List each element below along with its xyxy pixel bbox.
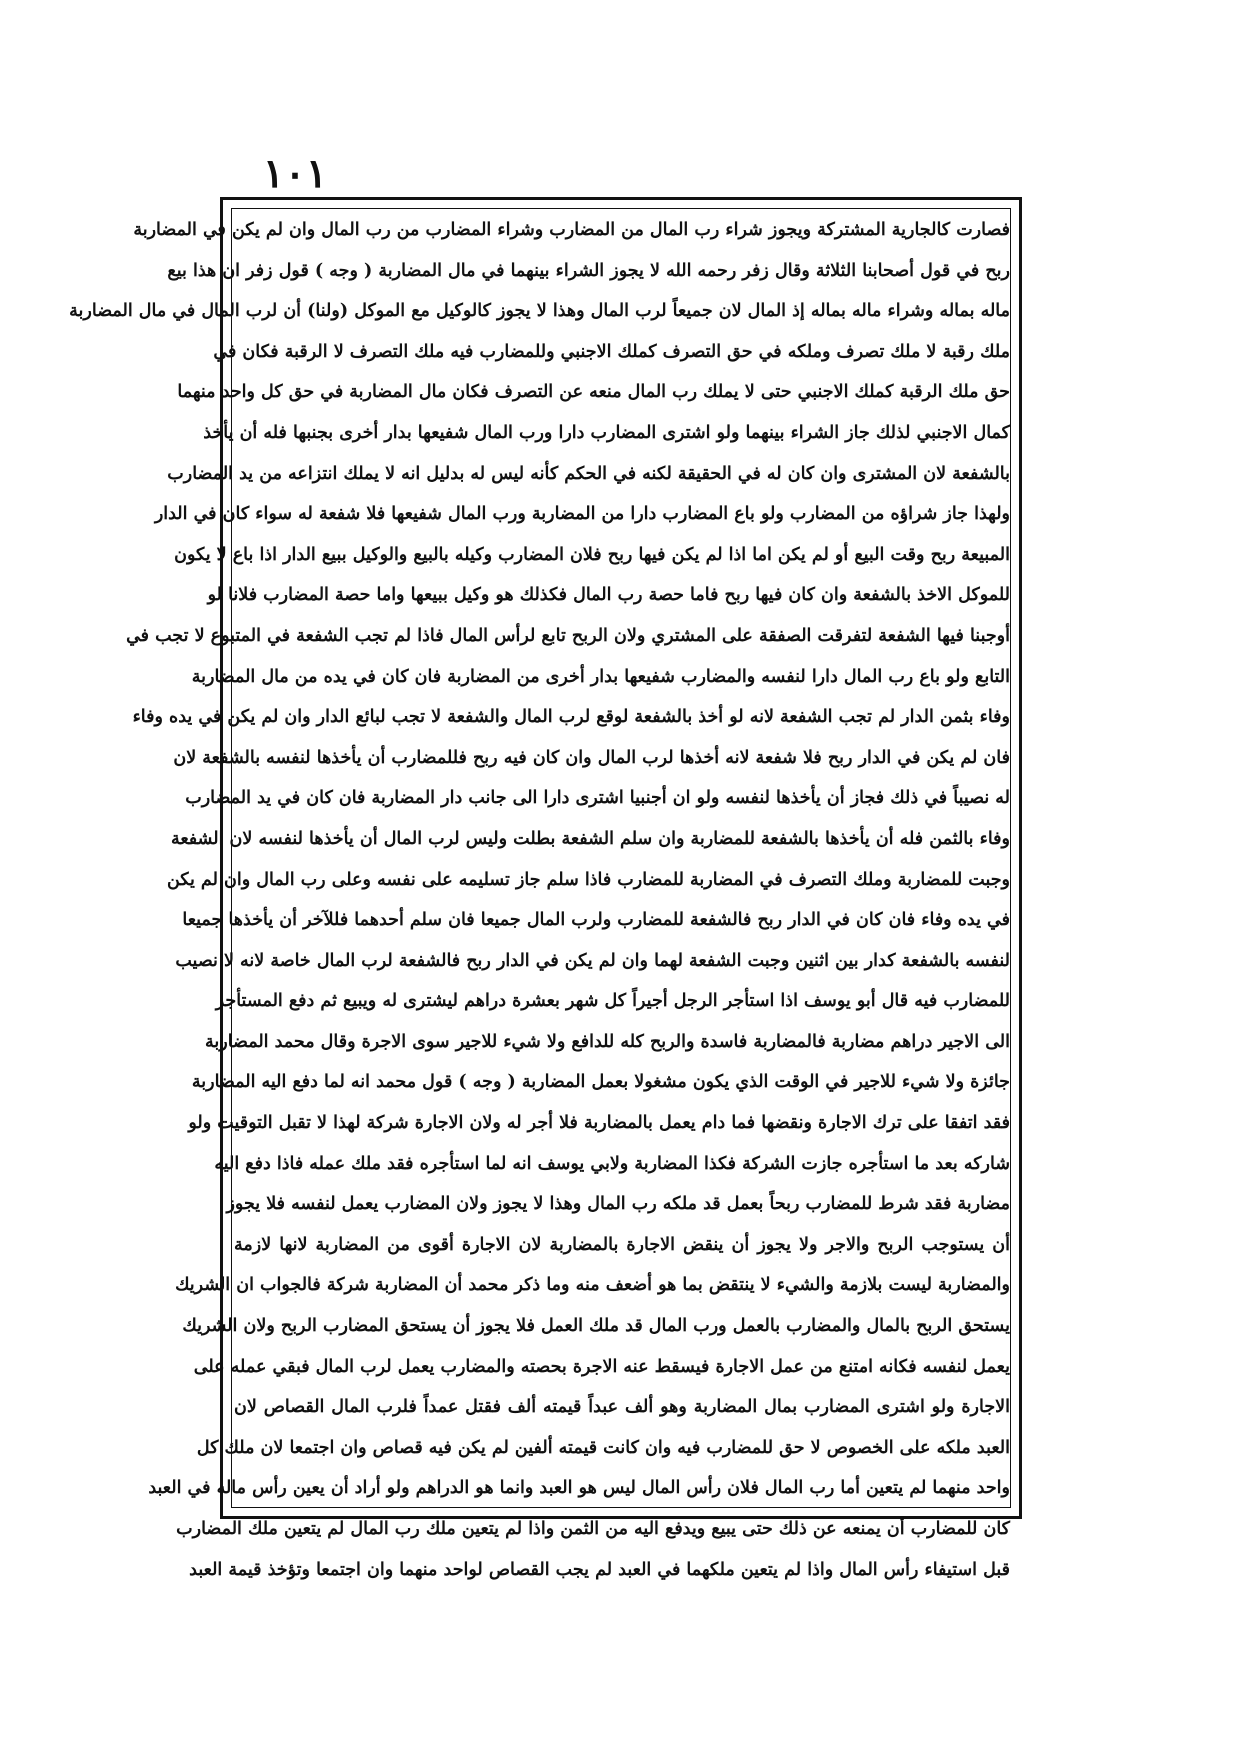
text-line: التابع ولو باع رب المال دارا لنفسه والمضارب شفيعها بدار أخرى من المضاربة فان كان في يده من مال المضاربة [191, 666, 1010, 687]
text-line: ملك رقبة لا ملك تصرف وملكه في حق التصرف كملك الاجنبي وللمضارب فيه ملك التصرف لا الرقبة فكان في [213, 341, 1010, 362]
text-line: أوجبنا فيها الشفعة لتفرقت الصفقة على المشتري ولان الربح تابع لرأس المال فاذا لم تجب الشفعة في المتبوع لا تجب في [126, 625, 1010, 646]
text-line: فصارت كالجارية المشتركة ويجوز شراء رب المال من المضارب وشراء المضارب من رب المال وان لم يكن في المضاربة [133, 220, 1010, 240]
text-line: لنفسه بالشفعة كدار بين اثنين وجبت الشفعة لهما وان لم يكن في الدار ربح فالشفعة لرب المال خاصة لانه لا نصيب [175, 950, 1010, 971]
text-line: جائزة ولا شيء للاجير في الوقت الذي يكون مشغولا بعمل المضاربة ( وجه ) قول محمد انه لما دفع اليه المضاربة [191, 1072, 1010, 1093]
text-line: للمضارب فيه قال أبو يوسف اذا استأجر الرجل أجيراً كل شهر بعشرة دراهم ليشترى له ويبيع ثم دفع المستأجر [215, 991, 1010, 1012]
text-line: وفاء بالثمن فله أن يأخذها بالشفعة للمضاربة وان سلم الشفعة بطلت وليس لرب المال أن يأخذها لنفسه لان الشفعة [170, 828, 1010, 849]
text-line: ولهذا جاز شراؤه من المضارب ولو باع المضارب دارا من المضاربة ورب المال شفيعها فلا شفعة له سواء كان في الدار [154, 504, 1010, 525]
text-line: أن يستوجب الربح والاجر ولا يجوز أن ينقض الاجارة بالمضاربة لان الاجارة أقوى من المضاربة لانها لازمة [234, 1234, 1010, 1255]
text-line: يستحق الربح بالمال والمضارب بالعمل ورب المال قد ملك العمل فلا يجوز أن يستحق المضارب الربح ولان الشريك [182, 1316, 1010, 1337]
text-line: كان للمضارب أن يمنعه عن ذلك حتى يبيع ويدفع اليه من الثمن واذا لم يتعين ملك رب المال لم يتعين ملك المضارب [176, 1519, 1010, 1539]
text-line: للموكل الاخذ بالشفعة وان كان فيها ربح فاما حصة رب المال فكذلك هو وكيل ببيعها واما حصة المضارب فلانا لو [207, 585, 1010, 606]
text-line: الاجارة ولو اشترى المضارب بمال المضاربة وهو ألف عبداً قيمته ألف فقتل عمداً فلرب المال القصاص لان [234, 1397, 1010, 1418]
text-line: ربح في قول أصحابنا الثلاثة وقال زفر رحمه الله لا يجوز الشراء بينهما في مال المضاربة ( وجه ) قول زفر ان هذا بيع [167, 260, 1010, 281]
page-number: ١٠١ [262, 150, 328, 197]
text-line: ماله بماله وشراء ماله بماله إذ المال لان جميعاً لرب المال وهذا لا يجوز كالوكيل مع الموكل (ولنا) أن لرب المال في مال المضاربة [69, 301, 1010, 322]
text-line: وفاء بثمن الدار لم تجب الشفعة لانه لو أخذ بالشفعة لوقع لرب المال والشفعة لا تجب لبائع الدار وان لم يكن في يده وفاء [132, 707, 1010, 728]
text-line: فان لم يكن في الدار ربح فلا شفعة لانه أخذها لرب المال وان كان فيه ربح فللمضارب أن يأخذها لنفسه بالشفعة لان [173, 747, 1010, 768]
text-line: المبيعة ربح وقت البيع أو لم يكن اما اذا لم يكن فيها ربح فلان المضارب وكيله بالبيع والوكيل ببيع الدار اذا باع لا يكون [174, 544, 1010, 565]
text-line: واحد منهما لم يتعين أما رب المال فلان رأس المال ليس هو العبد وانما هو الدراهم ولو أراد أن يعين رأس ماله في العبد [148, 1478, 1010, 1499]
text-line: الى الاجير دراهم مضاربة فالمضاربة فاسدة والربح كله للدافع ولا شيء للاجير سوى الاجرة وقال محمد المضاربة [204, 1031, 1010, 1052]
text-line: فقد اتفقا على ترك الاجارة ونقضها فما دام يعمل بالمضاربة فلا أجر له ولان الاجارة شركة لهذا لا تقبل التوقيت ولو [188, 1113, 1010, 1134]
text-line: شاركه بعد ما استأجره جازت الشركة فكذا المضاربة ولابي يوسف انه لما استأجره فقد ملك عمله فاذا دفع اليه [214, 1153, 1010, 1174]
text-line: بالشفعة لان المشترى وان كان له في الحقيقة لكنه في الحكم كأنه ليس له بدليل انه لا يملك انتزاعه من يد المضارب [167, 463, 1010, 484]
text-line: وجبت للمضاربة وملك التصرف في المضاربة للمضارب فاذا سلم جاز تسليمه على نفسه وعلى رب المال وان لم يكن [166, 869, 1010, 890]
body-text [69, 210, 1010, 1580]
text-line: في يده وفاء فان كان في الدار ربح فالشفعة للمضارب ولرب المال جميعا فان سلم أحدهما فللآخر أن يأخذها جميعا [182, 910, 1010, 931]
text-line: حق ملك الرقبة كملك الاجنبي حتى لا يملك رب المال منعه عن التصرف فكان مال المضاربة في حق كل واحد منهما [177, 382, 1010, 403]
text-line: يعمل لنفسه فكانه امتنع من عمل الاجارة فيسقط عنه الاجرة بحصته والمضارب يعمل لرب المال فبقي عمله على [193, 1356, 1010, 1377]
text-line: والمضاربة ليست بلازمة والشيء لا ينتقض بما هو أضعف منه وما ذكر محمد أن المضاربة شركة فالجواب ان الشريك [175, 1275, 1010, 1296]
text-line: له نصيباً في ذلك فجاز أن يأخذها لنفسه ولو ان أجنبيا اشترى دارا الى جانب دار المضاربة فان كان في يد المضارب [185, 788, 1010, 809]
text-line: كمال الاجنبي لذلك جاز الشراء بينهما ولو اشترى المضارب دارا ورب المال شفيعها بدار أخرى بجنبها فله أن يأخذ [203, 422, 1010, 443]
text-line: مضاربة فقد شرط للمضارب ربحاً بعمل قد ملكه رب المال وهذا لا يجوز ولان المضارب يعمل لنفسه فلا يجوز [226, 1194, 1010, 1215]
text-line: قبل استيفاء رأس المال واذا لم يتعين ملكهما في العبد لم يجب القصاص لواحد منهما وان اجتمعا وتؤخذ قيمة العبد [189, 1559, 1010, 1580]
text-line: العبد ملكه على الخصوص لا حق للمضارب فيه وان كانت قيمته ألفين لم يكن فيه قصاص وان اجتمعا لان ملك كل [196, 1437, 1010, 1458]
